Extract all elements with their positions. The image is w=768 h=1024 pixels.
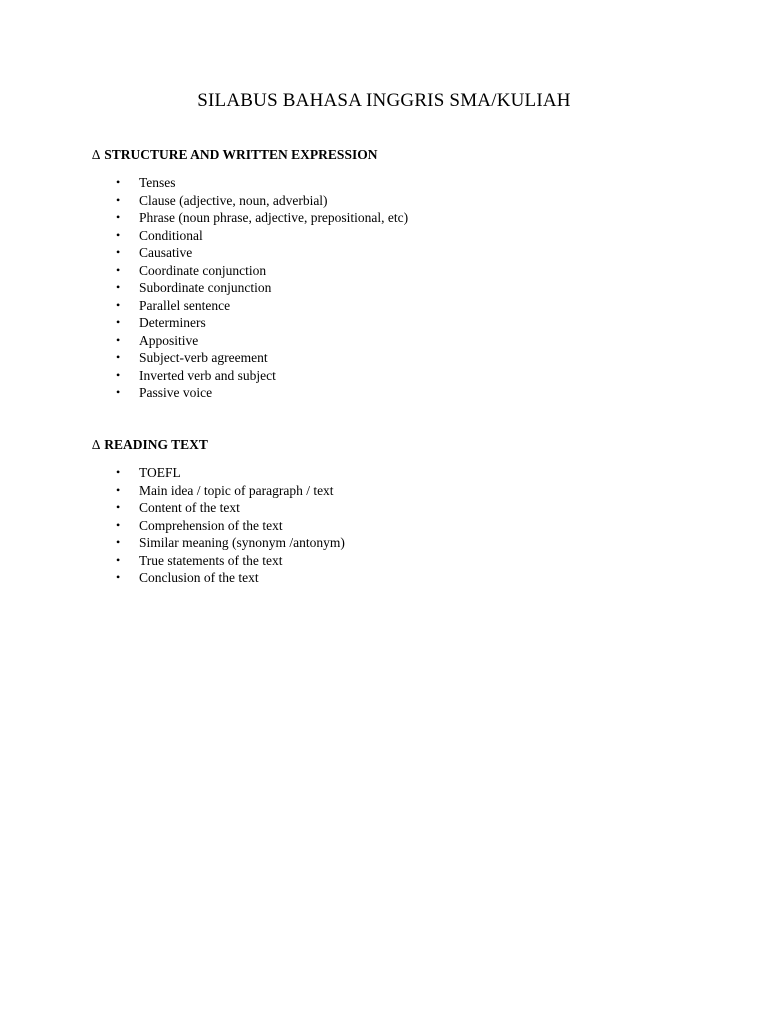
section-heading-reading bbox=[92, 436, 208, 454]
list-item-text: Causative bbox=[139, 245, 193, 260]
list-item-text: Conclusion of the text bbox=[139, 570, 259, 585]
bullet-icon: • bbox=[116, 517, 121, 532]
bullet-icon: • bbox=[116, 210, 121, 224]
list-item-text: Passive voice bbox=[139, 385, 213, 400]
bullet-icon: • bbox=[116, 385, 121, 399]
bullet-icon: • bbox=[116, 227, 121, 242]
section-heading-structure bbox=[92, 146, 377, 164]
bullet-icon: • bbox=[116, 350, 121, 364]
delta-marker-icon: ∆ bbox=[92, 147, 101, 162]
bullet-icon: • bbox=[116, 535, 121, 549]
list-item-text: Subordinate conjunction bbox=[139, 280, 272, 295]
list-item-text: Subject-verb agreement bbox=[139, 350, 268, 365]
bullet-icon: • bbox=[116, 297, 121, 312]
bullet-icon: • bbox=[116, 262, 121, 277]
list-item-text: Coordinate conjunction bbox=[139, 262, 267, 278]
section-heading-text: STRUCTURE AND WRITTEN EXPRESSION bbox=[104, 147, 378, 162]
delta-marker-icon: ∆ bbox=[92, 437, 101, 452]
list-item-text: Inverted verb and subject bbox=[139, 367, 276, 383]
list-item-text: Comprehension of the text bbox=[139, 517, 283, 533]
bullet-icon: • bbox=[116, 332, 121, 347]
list-item-text: Tenses bbox=[139, 175, 176, 190]
bullet-icon: • bbox=[116, 570, 121, 584]
bullet-icon: • bbox=[116, 192, 121, 207]
list-item-text: Clause (adjective, noun, adverbial) bbox=[139, 192, 328, 208]
list-item-text: Conditional bbox=[139, 227, 203, 243]
list-item-text: Parallel sentence bbox=[139, 297, 231, 313]
bullet-icon: • bbox=[116, 482, 121, 497]
list-item-text: True statements of the text bbox=[139, 552, 283, 568]
list-item-text: Content of the text bbox=[139, 500, 240, 515]
list-item-text: TOEFL bbox=[139, 465, 181, 480]
page-title: SILABUS BAHASA INGGRIS SMA/KULIAH bbox=[197, 90, 571, 111]
bullet-icon: • bbox=[116, 465, 121, 479]
bullet-icon: • bbox=[116, 315, 121, 329]
section-heading-text: READING TEXT bbox=[104, 437, 208, 452]
bullet-icon: • bbox=[116, 367, 121, 382]
bullet-icon: • bbox=[116, 245, 121, 259]
bullet-icon: • bbox=[116, 175, 121, 189]
bullet-icon: • bbox=[116, 280, 121, 294]
bullet-icon: • bbox=[116, 552, 121, 567]
list-item-text: Main idea / topic of paragraph / text bbox=[139, 482, 334, 498]
list-item-text: Appositive bbox=[139, 332, 199, 348]
bullet-icon: • bbox=[116, 500, 121, 514]
list-item-text: Phrase (noun phrase, adjective, prepositional, etc) bbox=[139, 210, 409, 225]
list-item-text: Similar meaning (synonym /antonym) bbox=[139, 535, 345, 550]
list-item-text: Determiners bbox=[139, 315, 206, 330]
